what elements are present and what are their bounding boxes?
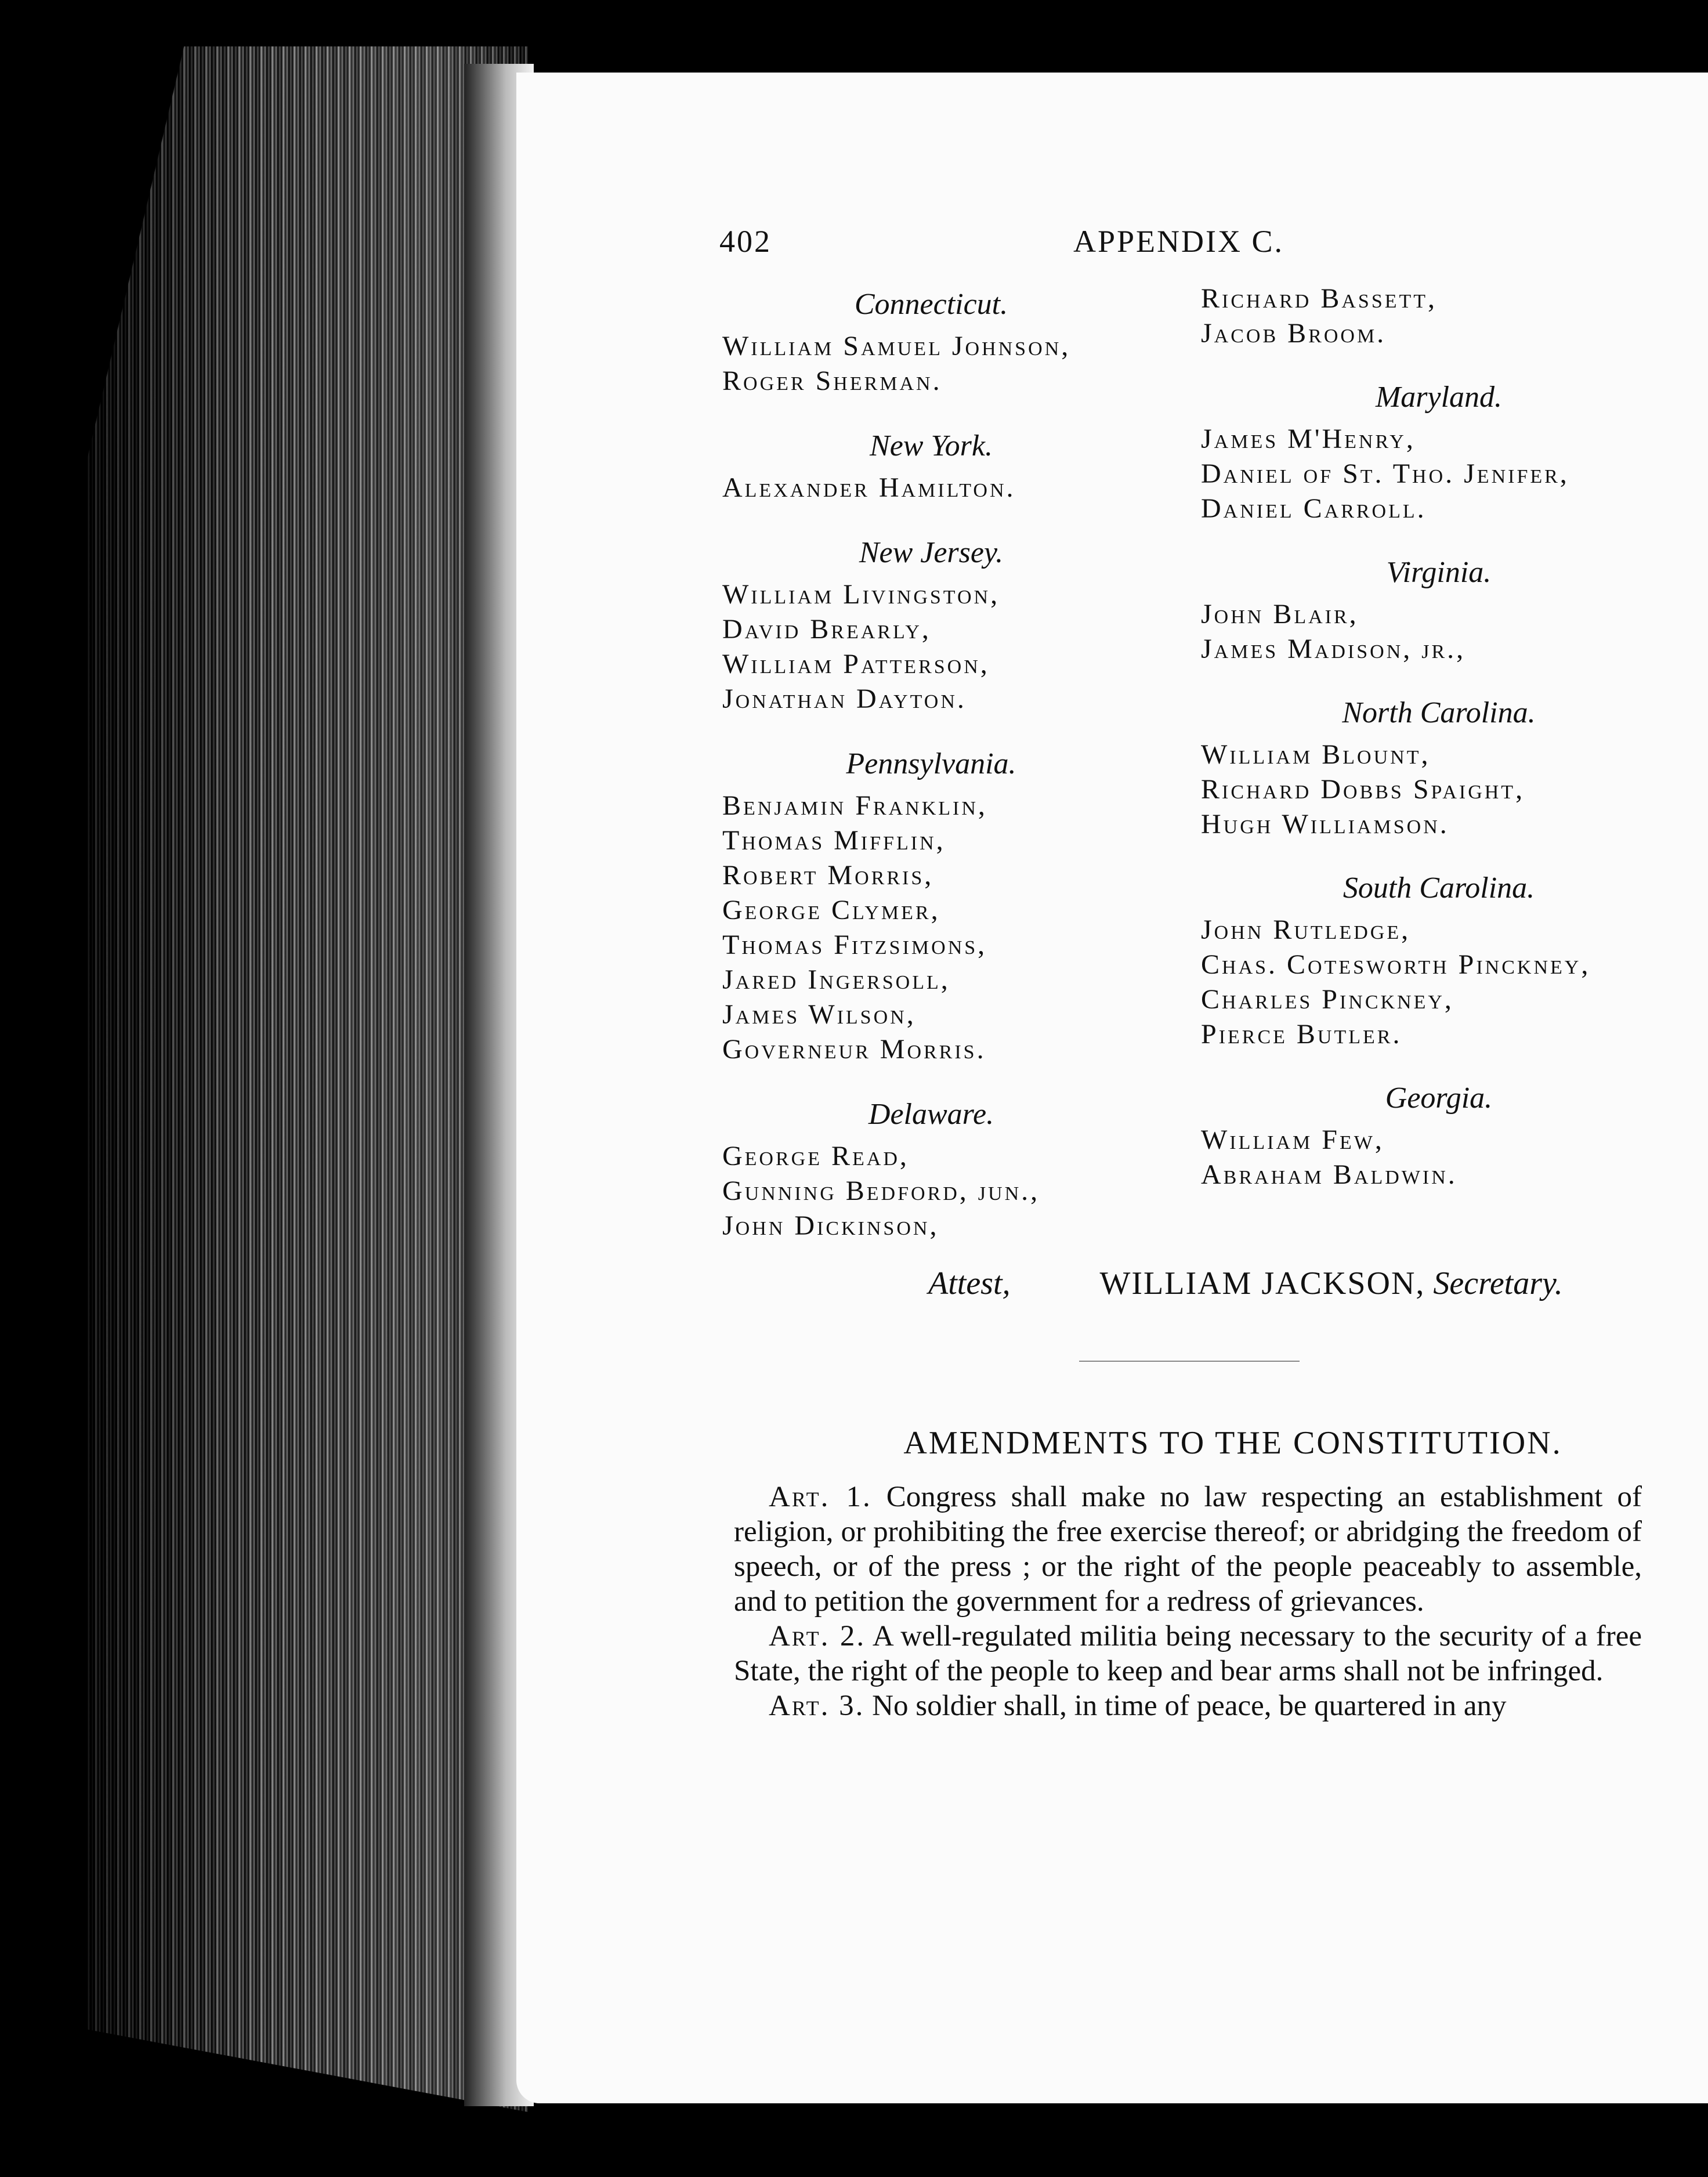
secretary-name: WILLIAM JACKSON,	[1099, 1265, 1425, 1301]
signer-name: Roger Sherman.	[722, 366, 942, 396]
signer-name: Chas. Cotesworth Pinckney,	[1201, 949, 1591, 980]
signers-right-column	[1201, 281, 1677, 1221]
state-group	[722, 429, 1140, 505]
article-label: Art. 3.	[769, 1690, 865, 1722]
article-text: A well-regulated militia being necessary to the security of a free State, the right of the people to keep and bear arms shall not be infringed.	[734, 1620, 1642, 1687]
section-divider	[1079, 1361, 1300, 1362]
signer-name: George Clymer,	[722, 895, 940, 925]
state-name: North Carolina.	[1342, 696, 1536, 729]
article-label: Art. 1.	[769, 1481, 872, 1513]
signer-name: Jonathan Dayton.	[722, 684, 967, 714]
amendments-body	[734, 1480, 1642, 1723]
signer-name: John Blair,	[1201, 599, 1359, 630]
signer-name: Robert Morris,	[722, 860, 934, 891]
amendment-article	[734, 1688, 1642, 1723]
running-title: APPENDIX C.	[1073, 224, 1284, 259]
state-name: Delaware.	[868, 1098, 994, 1131]
signer-name: Daniel of St. Tho. Jenifer,	[1201, 458, 1569, 489]
signer-name: Richard Dobbs Spaight,	[1201, 774, 1525, 805]
amendments-title: AMENDMENTS TO THE CONSTITUTION.	[903, 1425, 1562, 1461]
signer-name: Richard Bassett,	[1201, 283, 1438, 314]
state-group	[722, 287, 1140, 399]
signer-name: Benjamin Franklin,	[722, 790, 987, 821]
amendment-article	[734, 1619, 1642, 1688]
state-group	[1201, 1081, 1677, 1192]
signer-name: Abraham Baldwin.	[1201, 1159, 1457, 1190]
state-group	[1201, 380, 1677, 526]
signer-name: Charles Pinckney,	[1201, 984, 1454, 1015]
state-group	[1201, 555, 1677, 667]
signer-name: William Blount,	[1201, 739, 1431, 770]
article-label: Art. 2.	[769, 1620, 866, 1652]
state-name: New York.	[870, 429, 993, 462]
page-number: 402	[719, 224, 772, 259]
signer-name: Jacob Broom.	[1201, 318, 1387, 349]
signer-name: Thomas Fitzsimons,	[722, 930, 987, 960]
state-name: Maryland.	[1375, 381, 1503, 414]
secretary-title: Secretary.	[1433, 1265, 1563, 1301]
signer-name: John Rutledge,	[1201, 914, 1411, 945]
signer-name: Governeur Morris.	[722, 1034, 986, 1065]
state-name: South Carolina.	[1342, 871, 1535, 905]
state-name: New Jersey.	[859, 536, 1004, 569]
signer-name: David Brearly,	[722, 614, 931, 645]
article-text: No soldier shall, in time of peace, be quartered in any	[872, 1690, 1507, 1722]
signer-name: Gunning Bedford, jun.,	[722, 1176, 1040, 1206]
signer-name: William Samuel Johnson,	[722, 331, 1071, 361]
signer-name: James Madison, jr.,	[1201, 634, 1466, 664]
state-name: Georgia.	[1385, 1082, 1493, 1115]
amendment-article	[734, 1480, 1642, 1619]
signer-name: Daniel Carroll.	[1201, 493, 1427, 524]
signers-left-column	[722, 287, 1140, 1274]
signer-name: James Wilson,	[722, 999, 916, 1030]
signer-name: William Patterson,	[722, 649, 990, 679]
state-group	[722, 1097, 1140, 1243]
signer-name: James M'Henry,	[1201, 424, 1416, 454]
signer-name: Thomas Mifflin,	[722, 825, 946, 856]
book-page-edges	[87, 46, 528, 2112]
signer-name: Pierce Butler.	[1201, 1019, 1402, 1050]
state-name: Pennsylvania.	[846, 747, 1016, 780]
attestation	[928, 1265, 1682, 1302]
signer-name: William Livingston,	[722, 579, 1000, 610]
state-group	[722, 536, 1140, 717]
attest-label: Attest,	[928, 1265, 1011, 1301]
state-group	[1201, 696, 1677, 842]
signer-name: Jared Ingersoll,	[722, 964, 950, 995]
signer-name: John Dickinson,	[722, 1210, 939, 1241]
signer-name: George Read,	[722, 1141, 909, 1171]
state-name: Virginia.	[1386, 556, 1492, 589]
signer-name: Alexander Hamilton.	[722, 472, 1016, 503]
signer-name: Hugh Williamson.	[1201, 809, 1449, 840]
state-group	[1201, 871, 1677, 1052]
state-group	[722, 747, 1140, 1067]
state-name: Connecticut.	[854, 288, 1008, 321]
signer-name: William Few,	[1201, 1124, 1384, 1155]
article-text: Congress shall make no law respecting an establishment of religion, or prohibiting the free exercise thereof; or abridging the freedom of speech, or of the press ; or the right of the people peaceably to assemble, and to petition the government for a redress of grievances.	[734, 1481, 1642, 1618]
state-group	[1201, 281, 1677, 351]
